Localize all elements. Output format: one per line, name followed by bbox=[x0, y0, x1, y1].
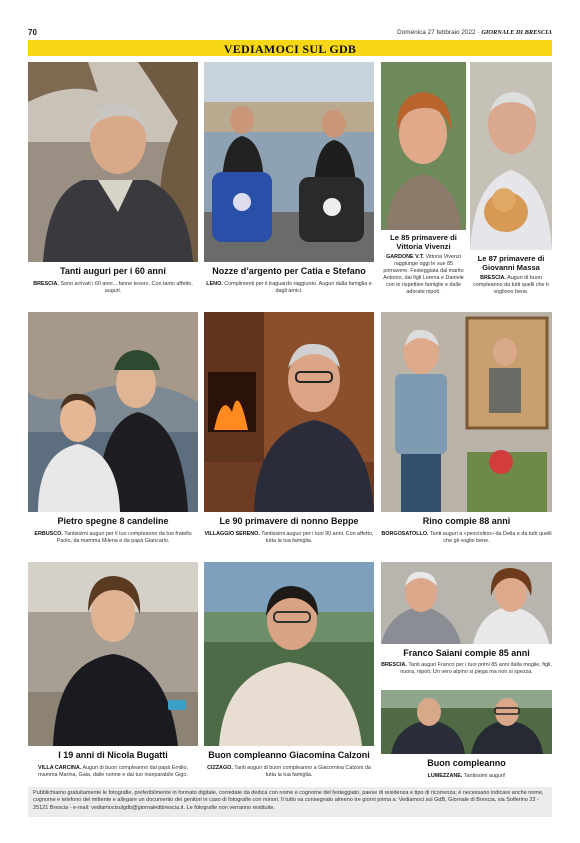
card-giovanni-massa bbox=[470, 254, 552, 296]
card-message: Auguri di buon compleanno dal papà Emilio, mamma Marina, Gaia, dalle nonne e dal tuo inseparabile Gigo. bbox=[38, 765, 188, 778]
photo-nicola-bugatti bbox=[28, 562, 198, 746]
card-franco-saiani bbox=[381, 648, 552, 676]
card-text bbox=[28, 281, 198, 295]
card-message: Sono arrivati i 60 anni... fanne tesoro. Con tanto affetto, auguri. bbox=[60, 281, 193, 294]
card-title: Tanti auguri per i 60 anni bbox=[60, 266, 166, 276]
dateline-separator: · bbox=[477, 29, 480, 36]
photo-vittoria-vivenzi bbox=[381, 62, 466, 230]
card-text bbox=[381, 773, 552, 780]
card-message: Tantissimi auguri per il tuo compleanno da tuo fratello Paolo, da mamma Milena e da papà Giancarlo. bbox=[56, 531, 192, 544]
card-message: Tantissimi auguri per i tuoi 90 anni. Con affetto, tutta la tua famiglia. bbox=[261, 531, 374, 544]
photo-giovanni-massa bbox=[470, 62, 552, 250]
card-text bbox=[381, 254, 466, 296]
card-message: Auguri di buon compleanno da tutti quelli che ti vogliono bene. bbox=[473, 275, 549, 295]
card-text bbox=[28, 531, 198, 545]
card-message: Tanti auguri Franco per i tuoi primi 85 anni dalla moglie, figli, nuora, nipoti. Un vero alpino si piega ma non si spezza. bbox=[400, 662, 552, 675]
card-title: Nozze d’argento per Catia e Stefano bbox=[212, 266, 366, 276]
card-message: Vittoria Vivenzi raggiunge oggi le sue 85 primavere. Festeggiata dal marito Antonio, dai figli Lorena e Daniele con le rispettive famiglie e dalle adorate nipoti. bbox=[383, 254, 464, 295]
photo-franco-saiani bbox=[381, 562, 552, 644]
card-place: ERBUSCO. bbox=[34, 531, 63, 537]
card-message: Complimenti per il traguardo raggiunto. Auguri dalla famiglia e dagli amici. bbox=[224, 281, 372, 294]
photo-giacomina-calzoni bbox=[204, 562, 374, 746]
card-place: BRESCIA. bbox=[33, 281, 59, 287]
issue-date: Domenica 27 febbraio 2022 bbox=[397, 29, 476, 36]
card-place: LENO. bbox=[206, 281, 223, 287]
card-title: Franco Saiani compie 85 anni bbox=[403, 648, 530, 658]
card-vittoria-vivenzi bbox=[381, 233, 466, 296]
card-place: BORGOSATOLLO. bbox=[381, 531, 429, 537]
card-title: Le 87 primavere di Giovanni Massa bbox=[477, 254, 545, 272]
card-place: GARDONE V.T. bbox=[386, 254, 424, 260]
card-buon-compleanno bbox=[381, 758, 552, 780]
section-banner bbox=[28, 40, 552, 56]
card-message: Tanti auguri a «pescìolino» da Delia e da tutti quelli che gli voglio bene. bbox=[429, 531, 552, 544]
card-pietro bbox=[28, 516, 198, 545]
page-dateline bbox=[397, 29, 552, 36]
card-title: Le 90 primavere di nonno Beppe bbox=[219, 516, 359, 526]
photo-lumezzane bbox=[381, 690, 552, 754]
card-giacomina-calzoni bbox=[204, 750, 374, 779]
card-title: Le 85 primavere di Vittoria Vivenzi bbox=[390, 233, 457, 251]
card-place: BRESCIA. bbox=[381, 662, 407, 668]
page-header bbox=[28, 28, 552, 40]
card-place: BRESCIA. bbox=[480, 275, 506, 281]
card-text bbox=[28, 765, 198, 779]
card-message: Tanti auguri di buon compleanno a Giacomina Calzoni da tutta la tua famiglia. bbox=[234, 765, 371, 778]
card-text bbox=[204, 281, 374, 295]
submission-notice bbox=[28, 787, 552, 817]
submission-notice-text: Pubblichiamo gratuitamente le fotografie, preferibilmente in formato digitale, corredate da dedica con nome e cognome del festeggiato, paese di residenza e tipo di ricorrenza; è necessario indicare anche nome, cognome e telefono del mittente e allegare un documento dei genitori in caso di fotografie con minori. Il tutto va consegnato almeno tre giorni prima a: Vediamoci sul GdB, Giornale di Brescia, via Solferino 22 - 25121 Brescia - e-mail: vediamocisulgdb@giornaledibrescia.it. Le fotografie non verranno restituite. bbox=[33, 790, 544, 811]
card-title: Buon compleanno bbox=[427, 758, 506, 768]
photo-nonno-beppe bbox=[204, 312, 374, 512]
card-place: VILLA CARCINA. bbox=[38, 765, 82, 771]
card-title: Rino compie 88 anni bbox=[422, 516, 511, 526]
card-title: I 19 anni di Nicola Bugatti bbox=[58, 750, 168, 760]
card-title: Pietro spegne 8 candeline bbox=[57, 516, 169, 526]
photo-rino bbox=[381, 312, 552, 512]
card-text bbox=[381, 662, 552, 676]
card-rino bbox=[381, 516, 552, 545]
card-text bbox=[470, 275, 552, 296]
page-number: 70 bbox=[28, 28, 37, 37]
card-text bbox=[204, 531, 374, 545]
card-nicola-bugatti bbox=[28, 750, 198, 779]
card-place: LUMEZZANE. bbox=[427, 773, 463, 779]
photo-catia-stefano bbox=[204, 62, 374, 262]
card-text bbox=[204, 765, 374, 779]
card-text bbox=[381, 531, 552, 545]
section-title: VEDIAMOCI SUL GDB bbox=[223, 42, 357, 56]
photo-pietro bbox=[28, 312, 198, 512]
newspaper-name: GIORNALE DI BRESCIA bbox=[481, 29, 552, 36]
card-nonno-beppe bbox=[204, 516, 374, 545]
card-message: Tantissimi auguri! bbox=[463, 773, 506, 779]
card-place: VILLAGGIO SERENO. bbox=[204, 531, 260, 537]
card-nozze-argento bbox=[204, 266, 374, 295]
photo-man-60 bbox=[28, 62, 198, 262]
card-place: CIZZAGO. bbox=[207, 765, 233, 771]
card-60-anni bbox=[28, 266, 198, 295]
card-title: Buon compleanno Giacomina Calzoni bbox=[208, 750, 370, 760]
